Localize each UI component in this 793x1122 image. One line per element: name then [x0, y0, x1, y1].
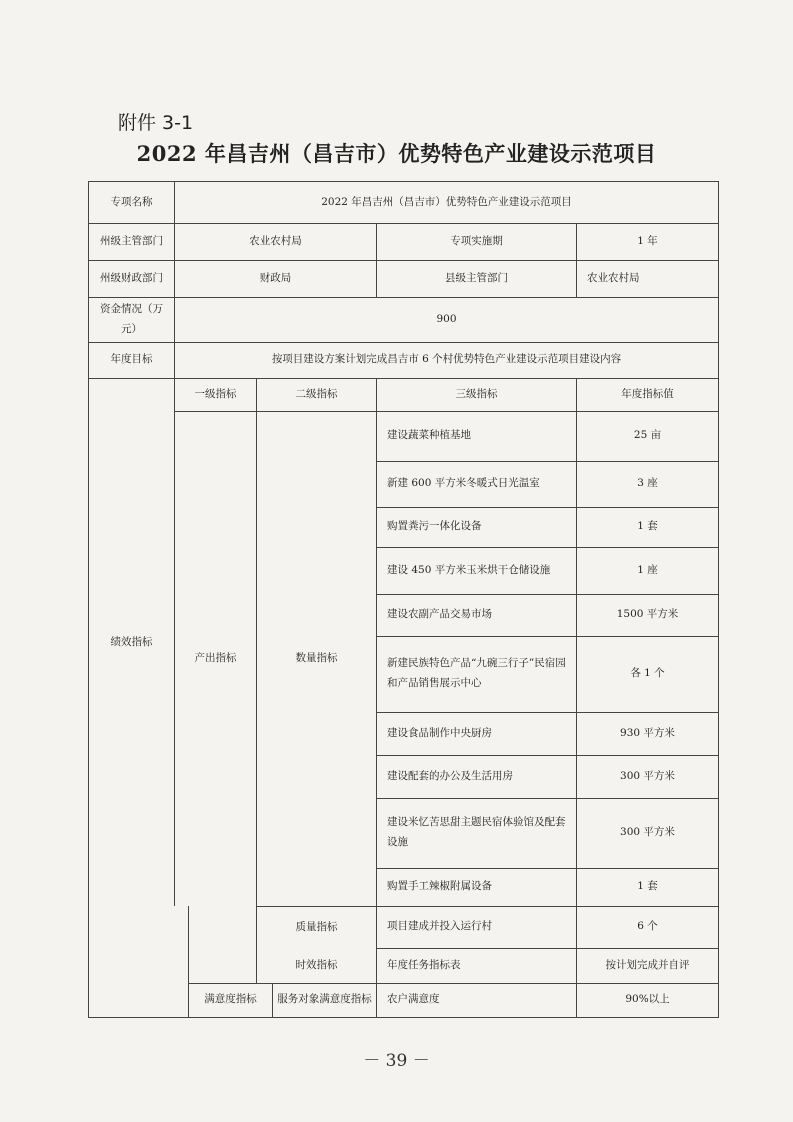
quantity-item-value: 300 平方米 — [577, 798, 719, 868]
quantity-item-name: 购置粪污一体化设备 — [377, 507, 577, 547]
satisfaction-item-name: 农户满意度 — [377, 983, 577, 1017]
quantity-item-name: 建设农副产品交易市场 — [377, 594, 577, 636]
quality-item-name: 项目建成并投入运行村 — [377, 906, 577, 948]
service-satisfaction-label: 服务对象满意度指标 — [273, 983, 377, 1017]
col-value-header: 年度指标值 — [577, 378, 719, 411]
quality-item-value: 6 个 — [577, 906, 719, 948]
quantity-item-name: 购置手工辣椒附属设备 — [377, 868, 577, 906]
row-prefecture-dept — [89, 224, 719, 261]
quantity-item-value: 各 1 个 — [577, 636, 719, 712]
table-row — [89, 411, 719, 461]
col-level1-header: 一级指标 — [175, 378, 257, 411]
quantity-item-value: 1 座 — [577, 547, 719, 594]
col-level3-header: 三级指标 — [377, 378, 577, 411]
row-annual-goal — [89, 342, 719, 378]
indicator-header-row — [89, 378, 719, 411]
quantity-item-name: 建设配套的办公及生活用房 — [377, 755, 577, 798]
quality-row — [89, 906, 719, 948]
indicator-spacer — [89, 983, 189, 1017]
quantity-item-value: 1500 平方米 — [577, 594, 719, 636]
satisfaction-item-value: 90%以上 — [577, 983, 719, 1017]
performance-indicators-label: 绩效指标 — [89, 378, 175, 906]
quantity-item-name: 新建 600 平方米冬暖式日光温室 — [377, 461, 577, 507]
quantity-item-name: 建设蔬菜种植基地 — [377, 411, 577, 461]
funds-label: 资金情况（万元） — [89, 298, 175, 343]
funds-value: 900 — [175, 298, 719, 343]
quantity-item-value: 1 套 — [577, 507, 719, 547]
output-indicator-label: 产出指标 — [175, 411, 257, 906]
quantity-item-value: 3 座 — [577, 461, 719, 507]
prefecture-finance-value: 财政局 — [175, 261, 377, 298]
prefecture-finance-label: 州级财政部门 — [89, 261, 175, 298]
quantity-item-name: 建设食品制作中央厨房 — [377, 712, 577, 755]
indicator-spacer — [189, 906, 257, 948]
quantity-item-value: 25 亩 — [577, 411, 719, 461]
satisfaction-indicator-label: 满意度指标 — [189, 983, 273, 1017]
indicator-spacer — [89, 948, 189, 983]
row-prefecture-finance — [89, 261, 719, 298]
timeliness-indicator-label: 时效指标 — [257, 948, 377, 983]
timeliness-row — [89, 948, 719, 983]
quantity-item-name: 新建民族特色产品“九碗三行子”民宿园和产品销售展示中心 — [377, 636, 577, 712]
quantity-indicator-label: 数量指标 — [257, 411, 377, 906]
quantity-item-value: 930 平方米 — [577, 712, 719, 755]
project-name-value: 2022 年昌吉州（昌吉市）优势特色产业建设示范项目 — [175, 182, 719, 224]
quality-indicator-label: 质量指标 — [257, 906, 377, 948]
quantity-item-name: 建设 450 平方米玉米烘干仓储设施 — [377, 547, 577, 594]
performance-table — [88, 181, 719, 1018]
page-number: － 39 － — [363, 1051, 430, 1071]
project-name-label: 专项名称 — [89, 182, 175, 224]
quantity-item-name: 建设米忆苦思甜主题民宿体验馆及配套设施 — [377, 798, 577, 868]
prefecture-dept-value: 农业农村局 — [175, 224, 377, 261]
satisfaction-row — [89, 983, 719, 1017]
prefecture-dept-label: 州级主管部门 — [89, 224, 175, 261]
period-label: 专项实施期 — [377, 224, 577, 261]
page-title: 2022 年昌吉州（昌吉市）优势特色产业建设示范项目 — [136, 141, 657, 166]
quantity-item-value: 1 套 — [577, 868, 719, 906]
annual-goal-label: 年度目标 — [89, 342, 175, 378]
col-level2-header: 二级指标 — [257, 378, 377, 411]
county-dept-value: 农业农村局 — [577, 261, 719, 298]
row-funds — [89, 298, 719, 343]
period-value: 1 年 — [577, 224, 719, 261]
county-dept-label: 县级主管部门 — [377, 261, 577, 298]
timeliness-item-value: 按计划完成并自评 — [577, 948, 719, 983]
indicator-spacer — [189, 948, 257, 983]
indicator-spacer — [89, 906, 189, 948]
attachment-label: 附件 3-1 — [118, 112, 194, 134]
annual-goal-value: 按项目建设方案计划完成昌吉市 6 个村优势特色产业建设示范项目建设内容 — [175, 342, 719, 378]
row-project-name — [89, 182, 719, 224]
timeliness-item-name: 年度任务指标表 — [377, 948, 577, 983]
quantity-item-value: 300 平方米 — [577, 755, 719, 798]
